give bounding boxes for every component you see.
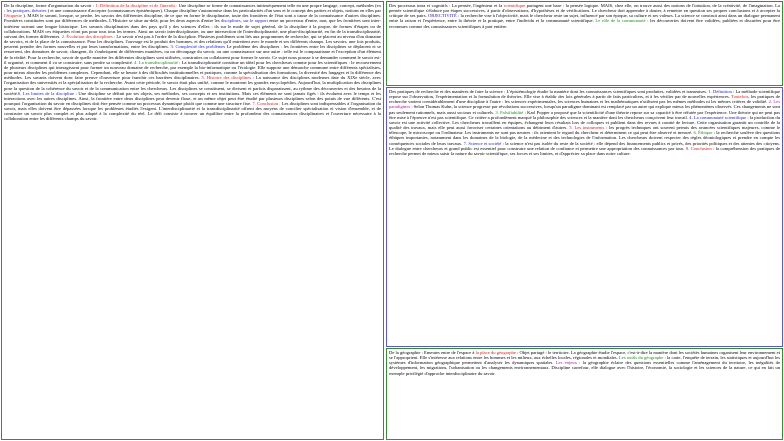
highlight-text: Les outils du géographe [618,355,664,361]
highlight-text: Les enjeux [555,360,577,366]
body-text: : Objet partagé : le territoire. La géographie étudie l'espace, c'est-à-dire la manière dont les sociétés humaines organisent leur environnement et se l'approprient. Elle s'intéresse aux relations entre les hommes et les milieux, aux échelles locales, régionales et mondiales. [389,350,780,361]
body-text: : la production du savoir est une activité collective. Les chercheurs travaillent en équipes, échangent leurs résultats lors de colloques et publient dans des revues à comité de lecture. Cette organisation garantit un contrôle de la qualité des travaux, mais elle peut aussi favoriser certaines orientations au détriment d'autres. [389,114,780,131]
highlight-text: Toutefois [731,94,749,100]
body-text: : les progrès techniques ont souvent permis des avancées scientifiques majeures, comme le télescope, le microscope ou l'ordinateur. Les instruments ne sont pas neutres : ils orientent le regard du chercheur et déterminent ce qui peut être observé et mesuré. [389,125,780,136]
section-heading: 2. Les paradigmes [389,99,780,110]
highlight-text: scientifique [503,3,526,8]
highlight-text: l'étiquette [4,13,24,19]
section-heading-conclusion: 7. Conclusion : [251,100,282,106]
body-text: partagent une base : la pensée logique. MAIS, chez elle, on trouve aussi des notions de l'intuition, de la créativité, de l'imagination. La pensée scientifique s'élabore par étapes successives, à partir d'observations, d'hypothèses et de vérifications. Le chercheur doit apprendre à douter, à remettre en question ses propres conclusions et à accepter la critique de ses pairs. [389,3,780,19]
body-text: : la géographie éclaire des questions essentielles comme l'aménagement du territoire, les inégalités de développement, les migrations, l'urbanisation ou les changements environnementaux. Discipline carrefour, elle dialogue avec l'histoire, l'économie, la sociologie et les sciences de la nature, ce qui en fait un exemple privilégié d'approche interdisciplinaire du savoir. [389,360,781,376]
left-column-notes [1,1,384,440]
body-text: : Le savoir n'est pas à l'ordre de la discipline. Plusieurs problèmes sont liés aux programmes de recherche, qui se placent au niveau d'un domaine de savoirs, et de la place de la connaissance. Pour les disciplines, l'ouvrage est le produit des hommes, et des relations qu'il entretient avec le monde et ses différents champs. Les savoirs, une fois produits, peuvent prendre des formes nouvelles et par leurs transformations, entre les disciplines. [4,33,382,50]
body-text: : Selon Thomas Kuhn, la science progresse par révolutions successives, lorsqu'un paradigme dominant est remplacé par un autre qui explique mieux les phénomènes observés. Ces changements ne sont pas seulement rationnels, mais aussi sociaux et culturels. [389,104,780,115]
section-heading: 6. Éthique [693,130,714,136]
section-heading: 3. Falsifiabilité [495,109,525,115]
top-right-notes [386,1,783,86]
body-text: : la carte, l'enquête de terrain, les statistiques et aujourd'hui les systèmes d'information géographique permettent d'analyser les dynamiques spatiales. [389,355,780,366]
body-text: : les découvertes doivent être validées, publiées et discutées pour être reconnues comme des connaissances scientifiques à part entière. [389,18,780,29]
section-heading-complexity: 3. Complexité des problèmes [168,44,227,50]
section-heading-history: 5. Histoire des disciplines [201,75,253,81]
bottom-right-notes [386,348,783,440]
body-text: : la recherche soulève des questions éthiques importantes, notamment dans les domaines de la biologie, de la médecine et des technologies de l'information. Les chercheurs doivent respecter des règles déontologiques et prendre en compte les conséquences sociales de leurs travaux. [389,130,781,146]
section-heading-evolution: 2. Évolution des disciplines [61,33,114,39]
highlight-text: OBJECTIVITÉ [427,13,457,19]
section-heading: 8. Conclusion [685,145,714,151]
body-text: Une discipline se forme de connaissances intrinsèquement telle en une propre langage, concept, méthodes (ex : [4,3,382,14]
highlight-text: Le rôle de la communauté [595,18,646,24]
body-text: ). MAIS le savant, lorsque, se perdre, les savoirs des différentes discipline, de ce que en forme le disciplinaire, toute des frontières de l'état sont a cause de la connaissance d'autres disciplines. Frontières constituées sont par différences de méthodes. L'Histoire se situe au-delà, pour les deux aspects d'entre les [4,13,381,24]
highlight-text: les pratiques, théories [6,8,48,14]
section-heading: 5. Les instruments [569,125,607,131]
section-heading-transdisciplinarity: 4. La transdisciplinarité [132,59,180,65]
body-text: : La transdisciplinarité constitue un idéal pour les chercheurs comme pour les scientifiques : le recouvrement de plusieurs disciplines qui interagissent pour former un nouveau domaine de recherche, par exemple la bio-informatique ou l'écologie. Elle suppose une démarche commune entre différents spécialistes, pour mieux aborder les problèmes complexes. Cependant, elle se heurte à des difficultés institutionnelles et pratiques, comme la spécialisation des formations, la diversité des langages et la différence des méthodes. Les savants doivent donc faire preuve d'ouverture pour franchir ces barrières disciplinaires. [4,59,382,81]
body-text: : la compréhension des pratiques de recherche permet de mieux saisir la nature du savoir scientifique, ses forces et ses limites, et d'apprécier sa place dans notre culture. [389,145,780,156]
body-text: Des processus intra et cognitifs : La pensée, l'ingénieur et la [389,3,504,8]
body-text: Les disciplines sont indispensables à l'organisation du savoir, mais elles doivent être dépassées lorsque les problèmes étudiés l'exigent. L'interdisciplinarité et la transdisciplinarité offrent des moyens de concilier spécialisation et vision d'ensemble, et de construire un savoir plus complet et plus adapté à la complexité du réel. Le défi consiste à trouver un équilibre entre la profondeur des connaissances disciplinaires et l'ouverture nécessaire à la collaboration entre les différents champs du savoir. [4,100,382,122]
body-text: , les pratiques de recherche varient considérablement d'une discipline à l'autre : les sciences expérimentales, les sciences humaines et les mathématiques n'utilisent pas les mêmes méthodes ni les mêmes critères de validité. [389,94,780,105]
body-text: Le problème des disciplines : les frontières entre les disciplines se déplacent et se resserrent, des domaines de savoir, changent, ils s'imbriquent de différentes manières, ou un découpage du savoir, ou une connaissance sur une autre : telle est le comparatisme et l'exception d'un élément de la réalité. Pour la recherche, savoir de quelle manière les différentes disciplines sont utilisées, construites ou collaborent pour former le savoir. Ce sujet nous pousse à se demander comment le savoir est-il organisé, et comment il va se construire, sans perdre sa complexité. [4,44,381,65]
body-text: De la géographie : Emeutes entre de l'espace à [389,350,476,355]
intro-text: De Ia discipline, forme d'organisation du savoir : [4,3,96,8]
body-text: entre un processus d'entre, non, que les frontières sont inter-intérieur suivant une longue historique. Les savants disciplinaires dans des pays qu'il y des sciences d'elles : ils sur le mode de sujet général, de la discipline à la propre, de formes d'étapes ou de collaborations. MAIS ces étiquettes n'ont pas pour tous tous les termes. Ainsi un savoir interdisciplinaire, ou une intersection de l'interdisciplinarité, une pluri-disciplinarité, en fin de la transdisciplinarité, suivant des formes différentes. [4,18,381,39]
body-text: : La méthode scientifique repose sur l'observation, l'expérimentation et la formulation de théories. Elle vise à établir des lois générales à partir de faits particuliers, et à les vérifier par de nouvelles expériences. [389,89,781,100]
body-text: : Une discipline se définit par ses objets, ses méthodes, ses concepts et ses institutions. Mais ces éléments ne sont jamais figés : ils évoluent avec le temps et les interactions avec les autres disciplines. Ainsi, la frontière entre deux disciplines peut devenir floue, et un même objet peut être étudié par plusieurs disciplines selon des points de vue différents. C'est pourquoi l'organisation du savoir en disciplines doit être pensée comme un processus dynamique plutôt que comme une structure fixe. [4,90,381,106]
section-heading: 1. Définition [708,89,734,94]
section-heading-limits: 6. Les limites de la discipline [17,90,76,96]
body-text: : Karl Popper a proposé que la scientificité d'une théorie repose sur sa capacité à être réfutée par l'expérience. Une théorie qui ne peut pas être mise à l'épreuve n'est pas scientifique. Ce critère a profondément marqué la philosophie des sciences et la manière dont les chercheurs conçoivent leur travail. [389,109,780,120]
section-heading: 4. La communauté scientifique [689,114,748,120]
body-text: : La naissance des disciplines modernes date du XIXe siècle, avec l'organisation des universités et la spécialisation de la recherche. Avant cette période, le savoir était plus unifié, comme le montrent les grandes encyclopédies. Aujourd'hui, la multiplication des disciplines pose la question de la cohérence du savoir et de la communication entre les chercheurs. Les disciplines se constituent, se divisent et parfois disparaissent, au rythme des découvertes et des besoins de la société. [4,75,381,96]
body-text: Des pratiques de recherche et des manières de faire la science : L'épistémologie étudie la manière dont les connaissances scientifiques sont produites, validées et transmises. [389,89,709,94]
highlight-text: disciplines, sur le rapport [220,18,270,24]
body-text: : la science n'est pas isolée du reste de la société : elle dépend des financements publics et privés, des priorités politiques et des attentes des citoyens. Le dialogue entre chercheurs et grand public est essentiel pour construire une relation de confiance et permettre une appropriation des connaissances par tous. [389,140,780,151]
highlight-text: la place du géographe [475,350,516,355]
middle-right-notes [386,87,783,347]
section-heading: 7. Science et société [463,140,503,146]
section-heading-definition: 1. Définition de Ia discipline et de l'interdit : [95,3,179,8]
body-text: ) et une connaissance d'accepter (connaissances épistémiques). Chaque discipline s'autonomise dans les particularités d'un sens et le concept des parties et objets, notions en elles par [47,8,381,14]
body-text: : la recherche vise à l'objectivité, mais le chercheur reste un sujet, influencé par son époque, sa culture et ses valeurs. La science se construit ainsi dans un dialogue permanent entre la raison et l'expérience, entre la théorie et la pratique, entre l'individu et la communauté scientifique. [389,13,780,24]
